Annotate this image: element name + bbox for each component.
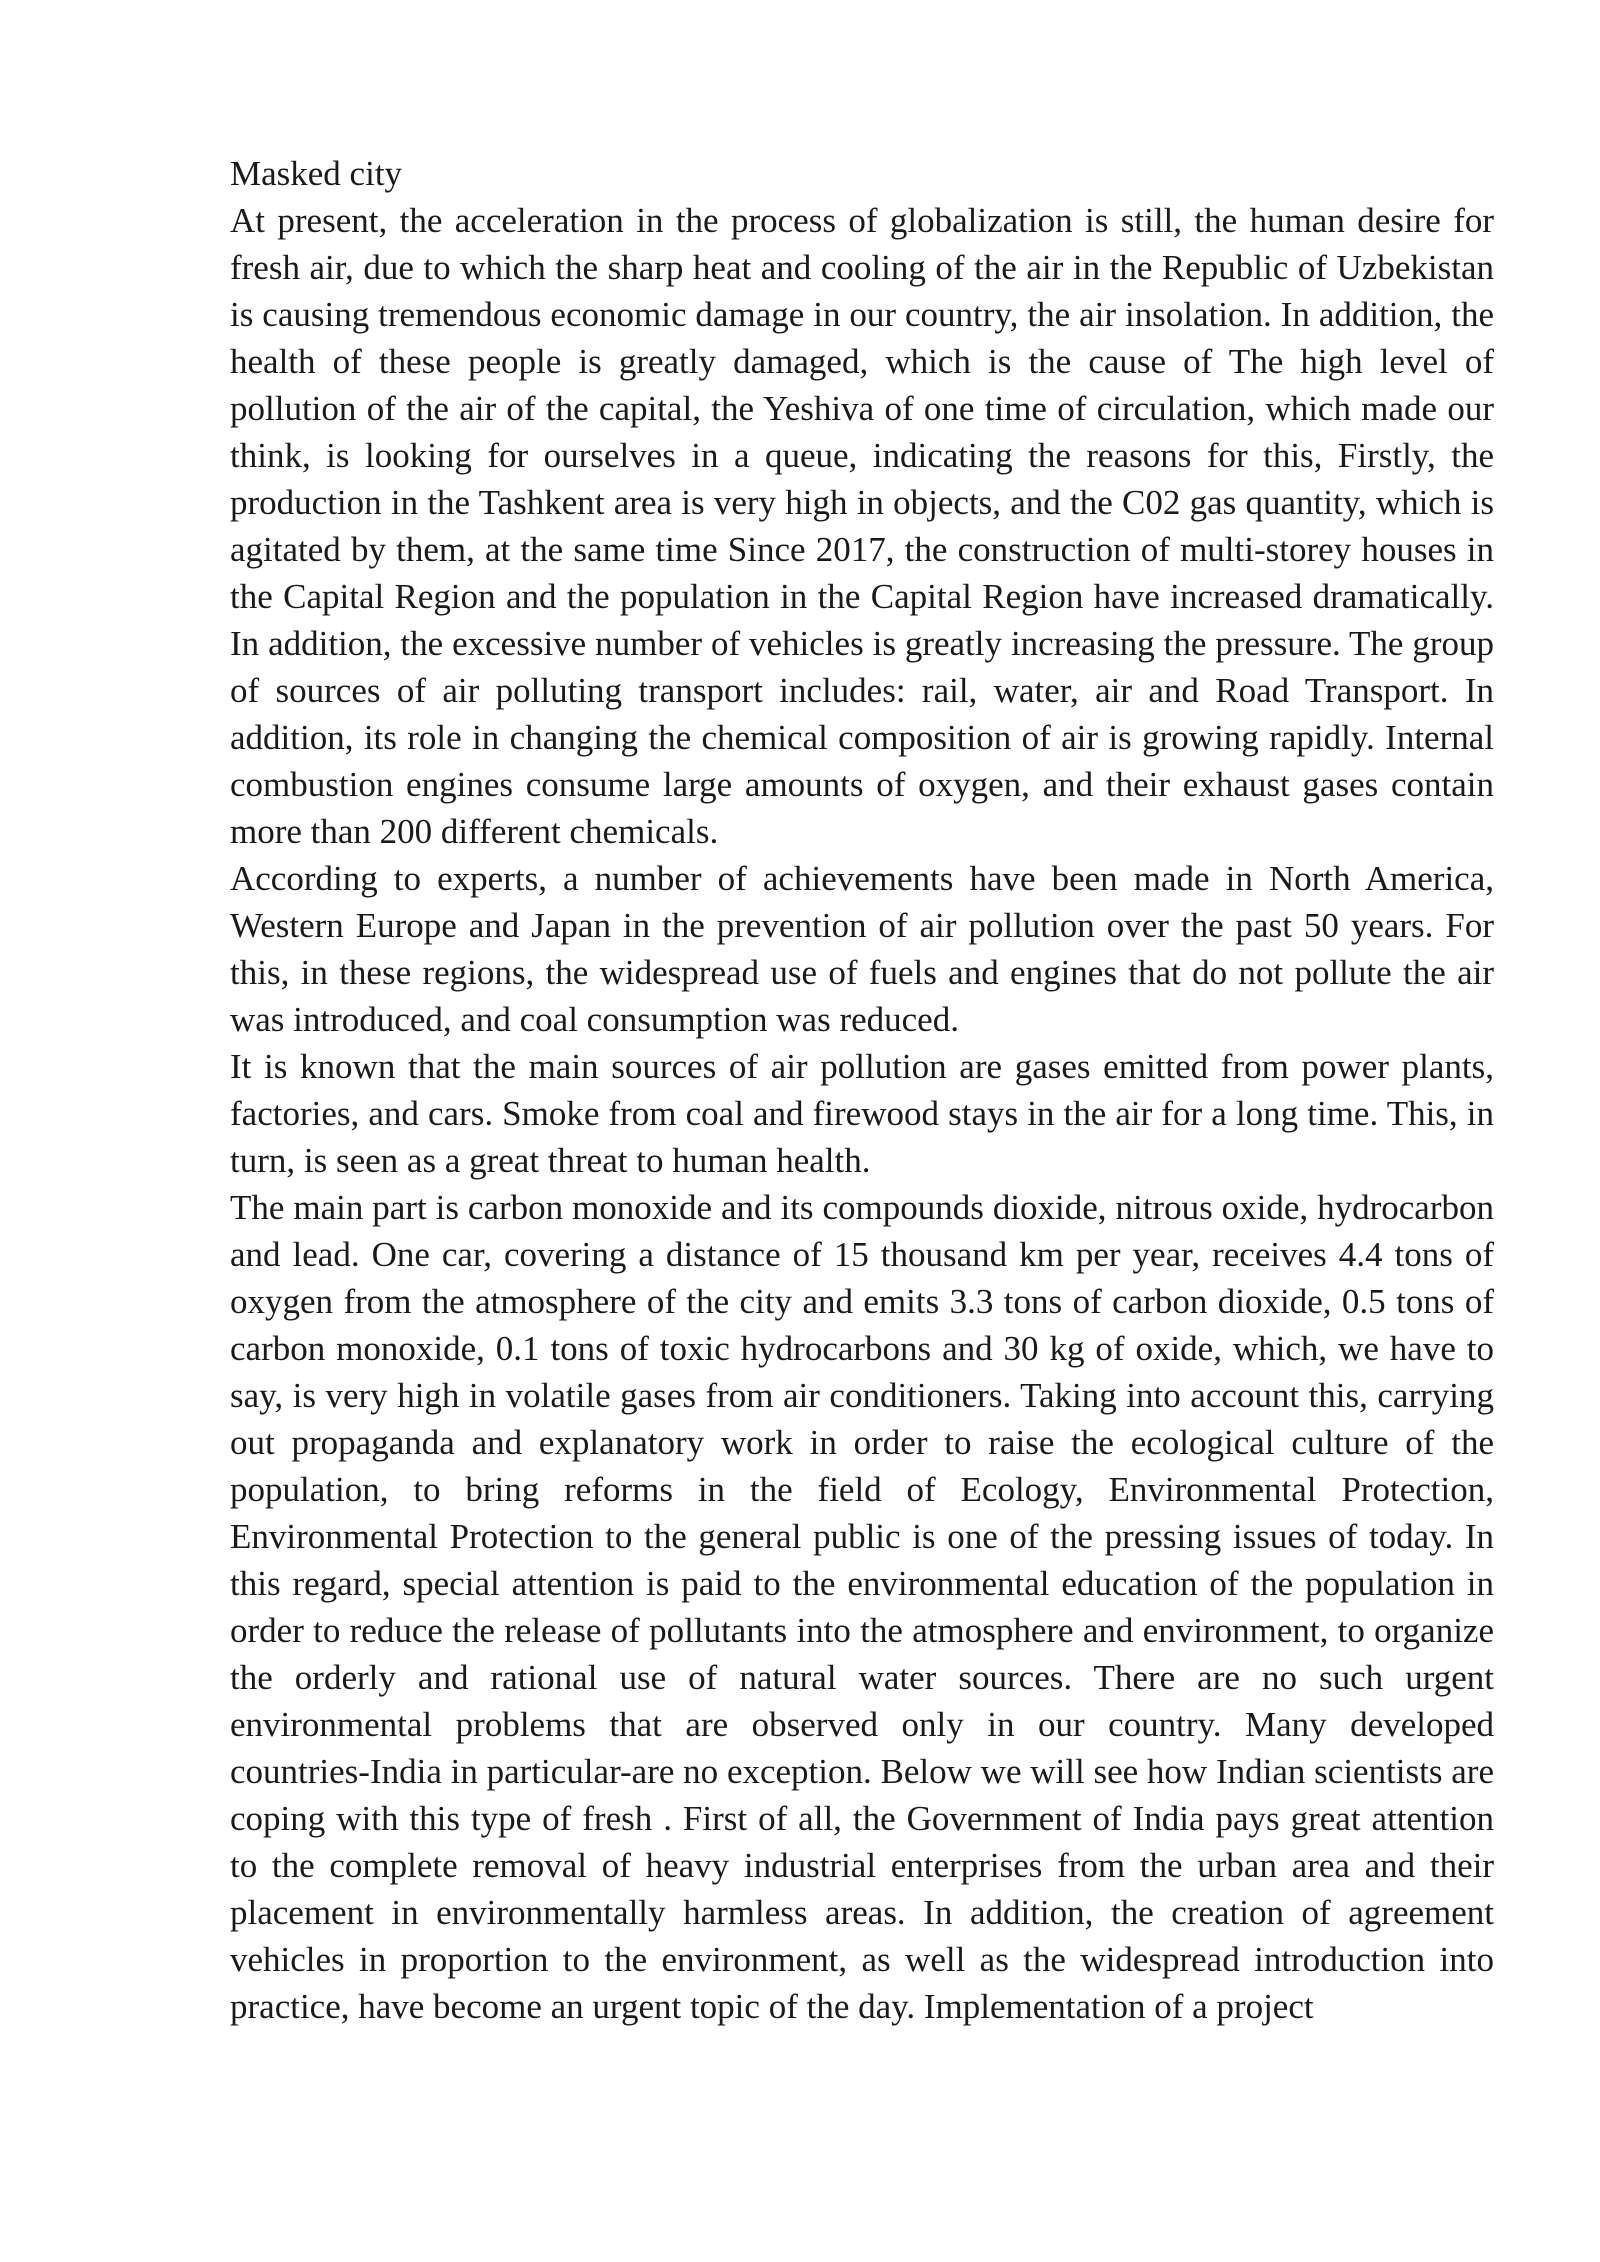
paragraph-1: At present, the acceleration in the process of globalization is still, the human desire for fresh air, due to which the sharp heat and cooling of the air in the Republic of Uzbekistan is causing tremendous economic damage in our country, the air insolation. In addition, the health of these people is greatly damaged, which is the cause of The high level of pollution of the air of the capital, the Yeshiva of one time of circulation, which made our think, is looking for ourselves in a queue, indicating the reasons for this, Firstly, the production in the Tashkent area is very high in objects, and the C02 gas quantity, which is agitated by them, at the same time Since 2017, the construction of multi-storey houses in the Capital Region and the population in the Capital Region have increased dramatically. In addition, the excessive number of vehicles is greatly increasing the pressure. The group of sources of air polluting transport includes: rail, water, air and Road Transport. In addition, its role in changing the chemical composition of air is growing rapidly. Internal combustion engines consume large amounts of oxygen, and their exhaust gases contain more than 200 different chemicals. [230,201,1494,851]
paragraph-4: The main part is carbon monoxide and its compounds dioxide, nitrous oxide, hydrocarbon and lead. One car, covering a distance of 15 thousand km per year, receives 4.4 tons of oxygen from the atmosphere of the city and emits 3.3 tons of carbon dioxide, 0.5 tons of carbon monoxide, 0.1 tons of toxic hydrocarbons and 30 kg of oxide, which, we have to say, is very high in volatile gases from air conditioners. Taking into account this, carrying out propaganda and explanatory work in order to raise the ecological culture of the population, to bring reforms in the field of Ecology, Environmental Protection, Environmental Protection to the general public is one of the pressing issues of today. In this regard, special attention is paid to the environmental education of the population in order to reduce the release of pollutants into the atmosphere and environment, to organize the orderly and rational use of natural water sources. There are no such urgent environmental problems that are observed only in our country. Many developed countries-India in particular-are no exception. Below we will see how Indian scientists are coping with this type of fresh . First of all, the Government of India pays great attention to the complete removal of heavy industrial enterprises from the urban area and their placement in environmentally harmless areas. In addition, the creation of agreement vehicles in proportion to the environment, as well as the widespread introduction into practice, have become an urgent topic of the day. Implementation of a project [230,1188,1494,2026]
paragraph-2: According to experts, a number of achievements have been made in North America, Western Europe and Japan in the prevention of air pollution over the past 50 years. For this, in these regions, the widespread use of fuels and engines that do not pollute the air was introduced, and coal consumption was reduced. [230,859,1494,1039]
document-title: Masked city [230,154,403,193]
paragraph-3: It is known that the main sources of air pollution are gases emitted from power plants, factories, and cars. Smoke from coal and firewood stays in the air for a long time. This, in turn, is seen as a great threat to human health. [230,1047,1494,1180]
document-page [230,150,1494,2030]
